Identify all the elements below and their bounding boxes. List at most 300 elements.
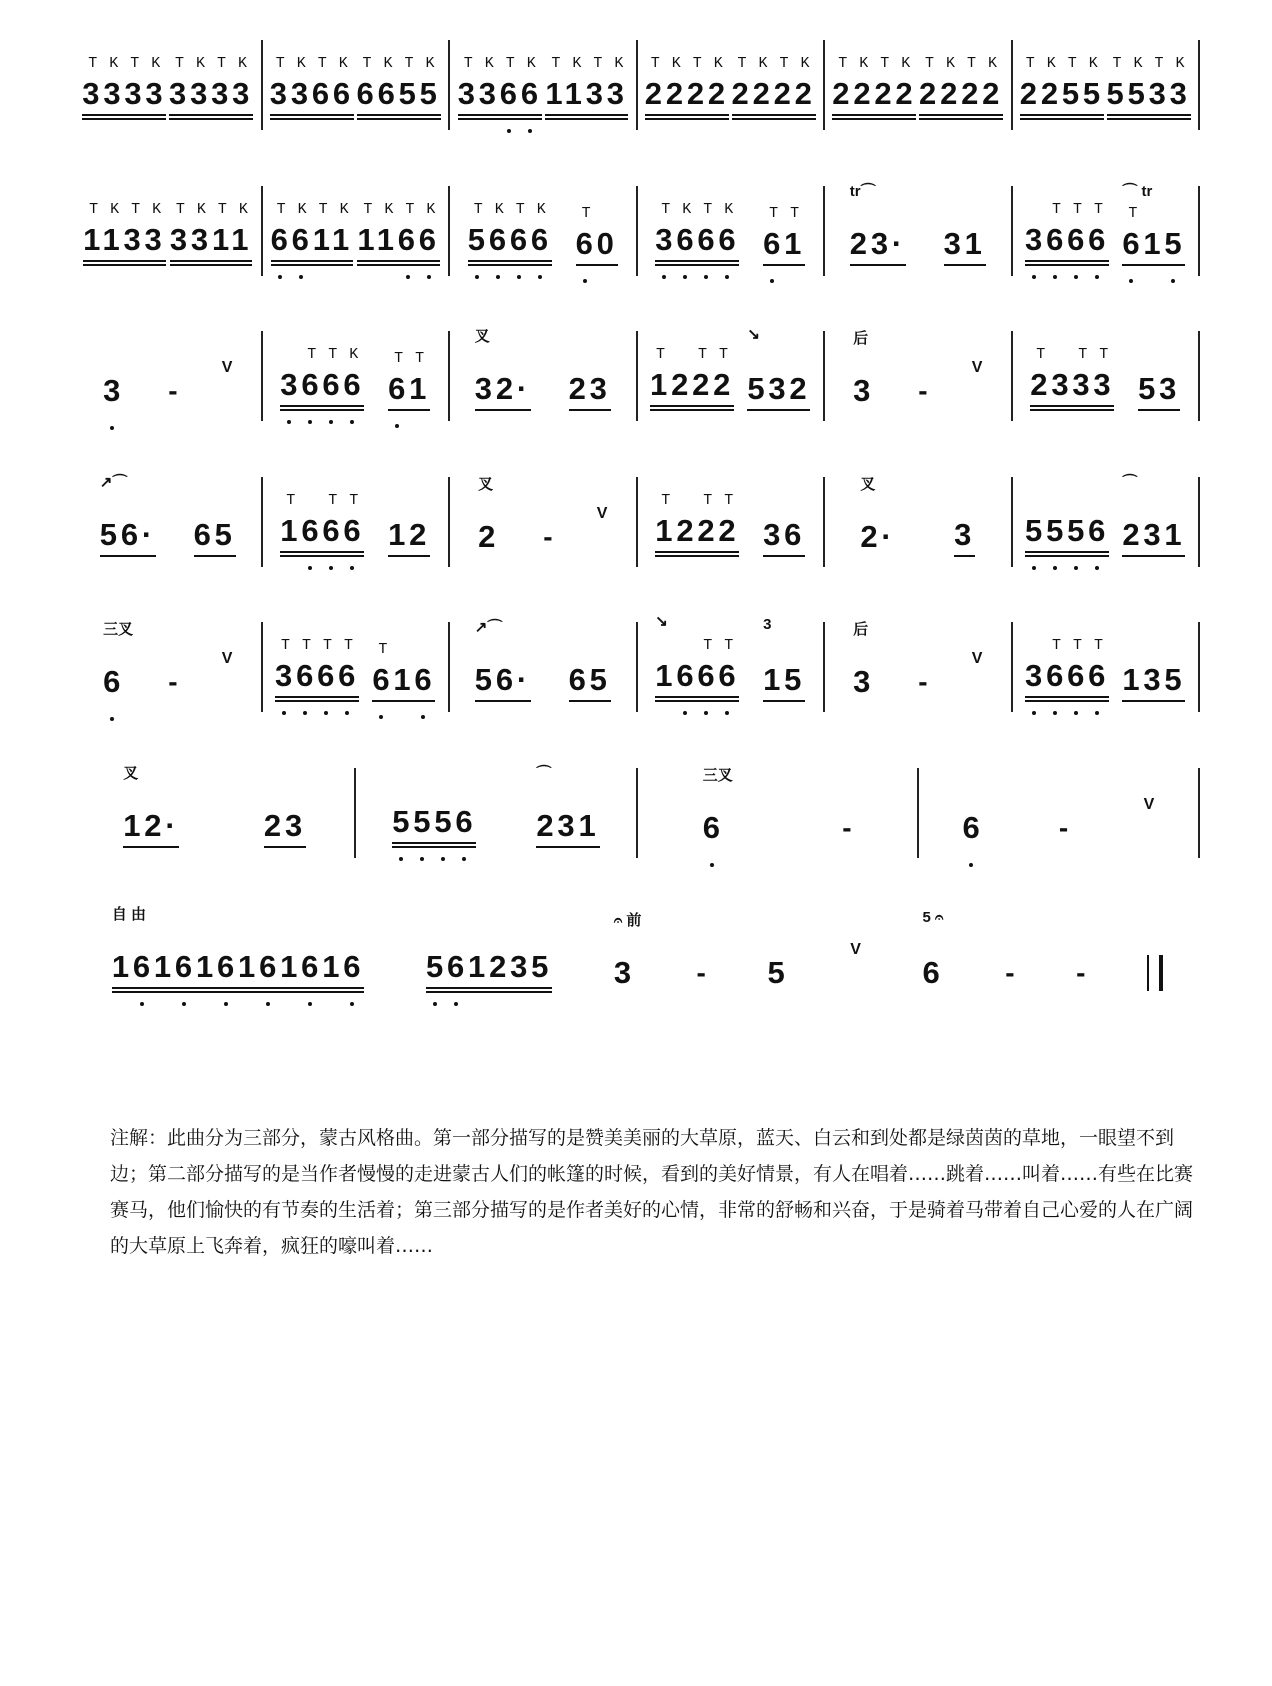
notes: 5556	[392, 804, 477, 839]
low-octave-dot	[683, 711, 687, 715]
note-group	[1025, 201, 1116, 266]
notes: 532	[747, 371, 811, 406]
note-group	[944, 228, 986, 266]
note-group	[280, 346, 371, 411]
notes: 61	[763, 226, 806, 261]
tonguing-marks: TKTK	[661, 201, 746, 218]
note-group	[82, 55, 173, 120]
tonguing-marks: TKTK	[463, 55, 548, 72]
tonguing-marks: TTT	[1031, 637, 1116, 654]
note-group	[853, 330, 875, 411]
extension-dash: -	[842, 812, 852, 843]
notes: 36	[763, 517, 806, 552]
note-group	[962, 812, 983, 848]
low-octave-dot	[182, 1002, 186, 1006]
note-group	[372, 641, 436, 702]
notes: 23·	[849, 226, 907, 261]
low-octave-dot	[266, 1002, 270, 1006]
notes: 161616161616	[111, 949, 365, 984]
extension-dash: -	[918, 375, 928, 406]
tonguing-marks: TT	[394, 350, 437, 367]
note-group	[392, 806, 476, 848]
ornament-mark: 自 由	[111, 906, 146, 923]
tonguing-marks: TKTK	[650, 55, 735, 72]
low-octave-dot	[1032, 711, 1036, 715]
note-group	[194, 519, 236, 557]
breath-mark: V	[1143, 796, 1155, 813]
low-octave-dot	[299, 275, 303, 279]
score-row	[75, 474, 1200, 567]
tonguing-marks: TKTK	[473, 201, 558, 218]
ornament-mark: ↗⌒	[99, 474, 128, 491]
note-group	[99, 474, 157, 557]
note-group	[388, 350, 437, 411]
ornament-mark: 叉	[478, 476, 494, 493]
note-group	[474, 619, 532, 702]
measure	[75, 906, 1200, 1003]
tonguing-marks: TKTK	[1112, 55, 1197, 72]
note-group	[264, 810, 306, 848]
low-octave-dot	[517, 275, 521, 279]
note-group	[275, 637, 366, 702]
notes: 561235	[425, 949, 553, 984]
low-octave-dot	[496, 275, 500, 279]
low-octave-dot	[395, 424, 399, 428]
low-octave-dot	[282, 711, 286, 715]
low-octave-dot	[1074, 566, 1078, 570]
tonguing-marks: T TT	[656, 346, 741, 363]
measure	[263, 622, 451, 712]
tonguing-marks: T TT	[661, 492, 746, 509]
note-group	[474, 328, 532, 411]
notes: 1222	[655, 513, 740, 548]
score-row	[75, 906, 1200, 1003]
notes: 3666	[280, 367, 365, 402]
note-group	[169, 55, 260, 120]
ornament-mark: 三叉	[702, 767, 733, 784]
ornament-mark: 后	[853, 621, 869, 638]
ornament-mark: 后	[853, 330, 869, 347]
notes: 1222	[650, 367, 735, 402]
tonguing-marks: TTK	[286, 346, 371, 363]
tonguing-marks: TKTK	[551, 55, 636, 72]
note-group	[731, 55, 822, 120]
low-octave-dot	[454, 1002, 458, 1006]
notes: 6	[702, 810, 724, 845]
measure	[825, 622, 1013, 712]
notes: 65	[568, 662, 611, 697]
low-octave-dot	[224, 1002, 228, 1006]
note-group	[536, 765, 600, 848]
low-octave-dot	[1032, 566, 1036, 570]
measure	[450, 186, 638, 276]
low-octave-dot	[308, 420, 312, 424]
notes: 6	[962, 810, 984, 845]
measure	[75, 622, 263, 712]
notes: 6	[103, 664, 125, 699]
notes: 5533	[1106, 76, 1191, 111]
notes: 1133	[83, 222, 166, 257]
note-group	[655, 201, 746, 266]
measure	[450, 40, 638, 130]
note-group	[103, 375, 124, 411]
low-octave-dot	[110, 717, 114, 721]
notes: 1166	[357, 222, 440, 257]
note-group	[922, 909, 944, 993]
note-group	[1025, 637, 1116, 702]
notes: 23	[568, 371, 611, 406]
ornament-mark: ⌒ tr	[1122, 183, 1153, 200]
low-octave-dot	[1074, 275, 1078, 279]
tonguing-marks: TKTK	[737, 55, 822, 72]
notes: 3	[954, 517, 976, 552]
tonguing-marks: T	[1128, 205, 1150, 222]
notes: 56·	[474, 662, 532, 697]
note-group	[702, 767, 733, 848]
note-group	[467, 201, 558, 266]
notes: 31	[943, 226, 986, 261]
measure	[1013, 183, 1201, 276]
measure	[450, 477, 638, 567]
ornament-mark: 5 𝄐	[922, 909, 944, 926]
ornament-mark: 𝄐 前	[613, 912, 642, 929]
extension-dash: -	[1005, 957, 1015, 988]
notes: 5666	[467, 222, 552, 257]
measure	[263, 40, 451, 130]
notes: 3	[613, 955, 635, 990]
note-group	[1138, 373, 1180, 411]
note-group	[270, 201, 361, 266]
notes: 1666	[280, 513, 365, 548]
note-group	[356, 55, 447, 120]
notes: 1133	[545, 76, 628, 111]
note-group	[1025, 515, 1109, 557]
extension-dash: -	[1076, 957, 1086, 988]
measure	[1013, 622, 1201, 712]
note-group	[388, 519, 430, 557]
low-octave-dot	[462, 857, 466, 861]
low-octave-dot	[1032, 275, 1036, 279]
ornament-mark: tr⌒	[849, 183, 876, 200]
score-row	[75, 40, 1200, 130]
tonguing-marks: TT	[769, 205, 812, 222]
note-group	[457, 55, 548, 120]
ornament-mark: ↘	[655, 613, 668, 630]
notes: 3	[103, 373, 125, 408]
note-group	[763, 205, 812, 266]
note-group	[747, 326, 811, 411]
notes: 5556	[1025, 513, 1110, 548]
note-group	[860, 476, 896, 557]
breath-mark: V	[850, 941, 861, 958]
ornament-mark: ↘	[747, 326, 760, 343]
notes: 1666	[655, 658, 740, 693]
note-group	[853, 621, 875, 702]
note-group	[103, 621, 134, 702]
measure	[638, 326, 826, 421]
ornament-mark: ⌒	[536, 765, 552, 782]
ornament-mark: ↗⌒	[474, 619, 503, 636]
notes: 3666	[655, 222, 740, 257]
notes: 3333	[169, 76, 254, 111]
low-octave-dot	[427, 275, 431, 279]
notes: 3311	[169, 222, 253, 257]
breath-mark: V	[596, 505, 608, 522]
note-group	[169, 201, 260, 266]
tonguing-marks: T TT	[1036, 346, 1121, 363]
notes: 3	[853, 373, 875, 408]
note-group	[569, 373, 611, 411]
low-octave-dot	[1053, 566, 1057, 570]
low-octave-dot	[345, 711, 349, 715]
tonguing-marks: TKTK	[175, 201, 260, 218]
measure	[1013, 474, 1201, 567]
notes: 23	[263, 808, 307, 843]
notes: 6655	[356, 76, 441, 111]
notes: 6	[922, 955, 944, 990]
notes: 2255	[1019, 76, 1104, 111]
low-octave-dot	[350, 420, 354, 424]
tonguing-marks: TKTK	[363, 201, 448, 218]
tonguing-marks: TKTK	[275, 55, 360, 72]
note-group	[1019, 55, 1110, 120]
low-octave-dot	[350, 566, 354, 570]
notes: 3666	[275, 658, 360, 693]
note-group	[123, 765, 180, 848]
notes: 2222	[731, 76, 816, 111]
low-octave-dot	[969, 863, 973, 867]
breath-mark: V	[221, 359, 233, 376]
notes: 231	[1122, 517, 1186, 552]
ornament-mark: 叉	[123, 765, 139, 782]
measure	[263, 477, 451, 567]
breath-mark: V	[971, 650, 983, 667]
tonguing-marks: TT	[661, 637, 746, 654]
note-group	[269, 55, 360, 120]
low-octave-dot	[399, 857, 403, 861]
tonguing-marks: T TT	[286, 492, 371, 509]
measure	[825, 183, 1013, 276]
note-group	[655, 613, 746, 702]
notes: 3366	[457, 76, 542, 111]
low-octave-dot	[308, 1002, 312, 1006]
low-octave-dot	[704, 711, 708, 715]
notes: 3666	[1025, 222, 1110, 257]
low-octave-dot	[1095, 275, 1099, 279]
low-octave-dot	[710, 863, 714, 867]
low-octave-dot	[406, 275, 410, 279]
ornament-mark: ⌒	[1122, 474, 1138, 491]
tonguing-marks: TKTK	[1025, 55, 1110, 72]
note-group	[644, 55, 735, 120]
low-octave-dot	[278, 275, 282, 279]
extension-dash: -	[168, 375, 178, 406]
note-group	[1122, 664, 1185, 702]
low-octave-dot	[379, 715, 383, 719]
score-row	[75, 326, 1200, 421]
low-octave-dot	[441, 857, 445, 861]
notes: 56·	[99, 517, 157, 552]
low-octave-dot	[308, 566, 312, 570]
notes: 3	[853, 664, 875, 699]
notes: 12	[388, 517, 431, 552]
note-group	[832, 55, 923, 120]
measure	[75, 765, 356, 858]
notes: 2222	[644, 76, 729, 111]
note-group	[954, 519, 975, 557]
ornament-mark: 叉	[860, 476, 876, 493]
note-group	[478, 476, 500, 557]
note-group	[83, 201, 174, 266]
measure	[75, 40, 263, 130]
note-group	[1030, 346, 1121, 411]
score-row	[75, 613, 1200, 712]
notes: 53	[1138, 371, 1181, 406]
note-group	[569, 664, 611, 702]
extension-dash: -	[696, 957, 706, 988]
low-octave-dot	[662, 275, 666, 279]
low-octave-dot	[725, 275, 729, 279]
low-octave-dot	[725, 711, 729, 715]
score-row	[75, 183, 1200, 276]
notes: 2333	[1030, 367, 1115, 402]
measure	[75, 186, 263, 276]
low-octave-dot	[583, 279, 587, 283]
low-octave-dot	[770, 279, 774, 283]
note-group	[763, 616, 806, 702]
notes: 3333	[82, 76, 167, 111]
low-octave-dot	[1171, 279, 1175, 283]
tonguing-marks: TKTK	[838, 55, 923, 72]
notes: 5	[767, 955, 789, 990]
measure	[638, 40, 826, 130]
note-group	[426, 951, 552, 993]
low-octave-dot	[683, 275, 687, 279]
note-group	[849, 183, 907, 266]
extension-dash: -	[543, 521, 553, 552]
notes: 3366	[269, 76, 354, 111]
measure	[638, 768, 919, 858]
notes: 61	[388, 371, 431, 406]
notes: 231	[536, 808, 600, 843]
note-group	[1122, 474, 1186, 557]
low-octave-dot	[507, 129, 511, 133]
notes: 32·	[474, 371, 532, 406]
low-octave-dot	[475, 275, 479, 279]
note-group	[357, 201, 448, 266]
tonguing-marks: TKTK	[88, 55, 173, 72]
notes: 2222	[832, 76, 917, 111]
tonguing-marks: TTTT	[281, 637, 366, 654]
note-group	[655, 492, 746, 557]
measure	[825, 477, 1013, 567]
low-octave-dot	[1095, 711, 1099, 715]
tonguing-marks: TKTK	[89, 201, 174, 218]
notes: 2222	[919, 76, 1004, 111]
notes: 616	[372, 662, 436, 697]
measure	[75, 474, 263, 567]
final-barline	[1147, 955, 1163, 991]
measure	[450, 619, 638, 712]
breath-mark: V	[221, 650, 233, 667]
note-group	[650, 346, 741, 411]
low-octave-dot	[1053, 711, 1057, 715]
breath-mark: V	[971, 359, 983, 376]
measure	[356, 765, 637, 858]
low-octave-dot	[433, 1002, 437, 1006]
notes: 15	[763, 662, 806, 697]
measure	[638, 477, 826, 567]
low-octave-dot	[350, 1002, 354, 1006]
notes: 6611	[270, 222, 354, 257]
tonguing-marks: TKTK	[925, 55, 1010, 72]
low-octave-dot	[329, 420, 333, 424]
tonguing-marks: TTT	[1031, 201, 1116, 218]
measure	[825, 40, 1013, 130]
note-group	[1122, 183, 1186, 266]
low-octave-dot	[324, 711, 328, 715]
ornament-mark: 三叉	[103, 621, 134, 638]
note-group	[545, 55, 636, 120]
low-octave-dot	[704, 275, 708, 279]
notes: 65	[193, 517, 236, 552]
measure	[638, 186, 826, 276]
note-group	[919, 55, 1010, 120]
extension-dash: -	[168, 666, 178, 697]
measure	[450, 328, 638, 421]
score-row	[75, 765, 1200, 858]
notes: 12·	[123, 808, 180, 843]
low-octave-dot	[538, 275, 542, 279]
ornament-mark: 叉	[474, 328, 490, 345]
tonguing-marks: T	[581, 205, 603, 222]
notes: 615	[1122, 226, 1186, 261]
tonguing-marks: TKTK	[362, 55, 447, 72]
extension-dash: -	[918, 666, 928, 697]
note-group	[575, 205, 618, 266]
low-octave-dot	[1095, 566, 1099, 570]
low-octave-dot	[303, 711, 307, 715]
tonguing-marks: T	[378, 641, 400, 658]
note-group	[1106, 55, 1197, 120]
note-group	[613, 912, 642, 993]
low-octave-dot	[140, 1002, 144, 1006]
low-octave-dot	[1053, 275, 1057, 279]
extension-dash: -	[1058, 812, 1069, 843]
note-group	[111, 906, 365, 993]
low-octave-dot	[421, 715, 425, 719]
low-octave-dot	[329, 566, 333, 570]
measure	[1013, 331, 1201, 421]
measure	[638, 613, 826, 712]
low-octave-dot	[528, 129, 532, 133]
note-group	[768, 957, 789, 993]
low-octave-dot	[1129, 279, 1133, 283]
low-octave-dot	[1074, 711, 1078, 715]
low-octave-dot	[420, 857, 424, 861]
measure	[1013, 40, 1201, 130]
note-group	[280, 492, 371, 557]
notes: 135	[1122, 662, 1186, 697]
low-octave-dot	[110, 426, 114, 430]
notes: 2	[478, 519, 500, 554]
annotation-text: 注解：此曲分为三部分，蒙古风格曲。第一部分描写的是赞美美丽的大草原，蓝天、白云和到处都是绿茵茵的草地，一眼望不到边；第二部分描写的是当作者慢慢的走进蒙古人们的帐篷的时候，看到的美好情景，有人在唱着……跳着……叫着……有些在比赛赛马，他们愉快的有节奏的生活着；第三部分描写的是作者美好的心情，非常的舒畅和兴奋，于是骑着马带着自己心爱的人在广阔的大草原上飞奔着，疯狂的嚎叫着……	[110, 1127, 1194, 1257]
note-group	[763, 519, 805, 557]
notes: 60	[575, 226, 618, 261]
measure	[919, 768, 1200, 858]
low-octave-dot	[287, 420, 291, 424]
notes: 3666	[1025, 658, 1110, 693]
